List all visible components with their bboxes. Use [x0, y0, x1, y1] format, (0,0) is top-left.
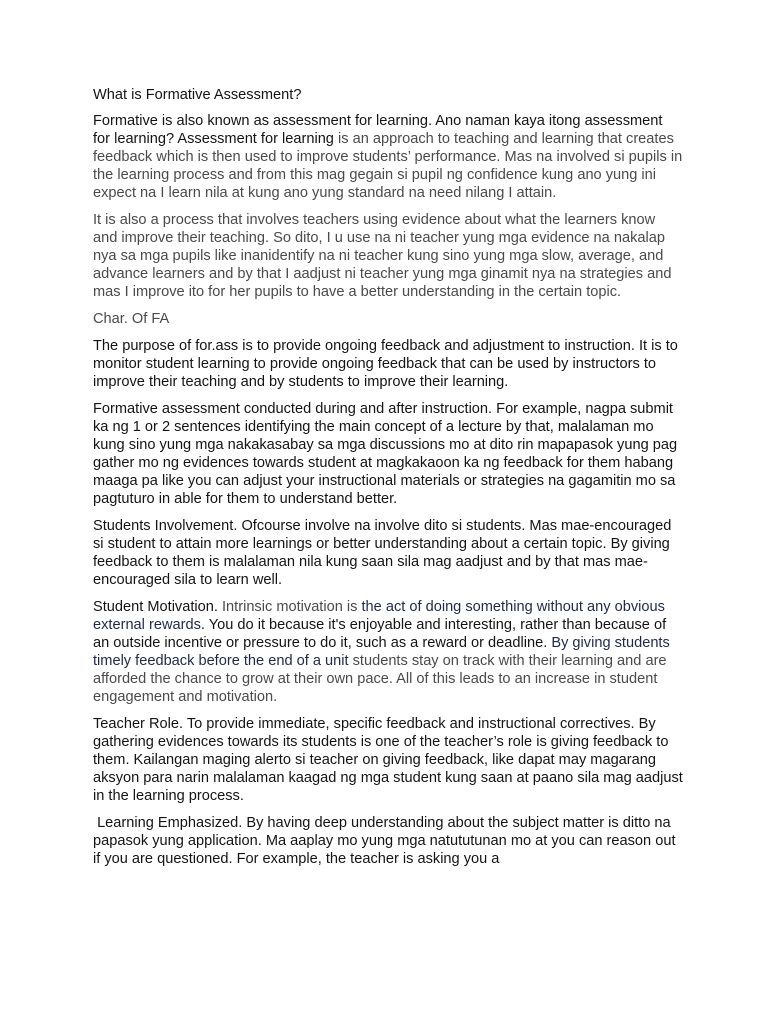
section-heading-characteristics: Char. Of FA — [93, 311, 170, 327]
paragraph-purpose: The purpose of for.ass is to provide ongoing feedback and adjustment to instruction. It is to monitor student learning to provide ongoing feedback that can be used by instructors to improve their teaching and by students to improve their learning. — [93, 338, 678, 390]
motivation-text-4: By giving students timely feedback before the end of a unit — [93, 635, 670, 669]
paragraph-teacher-role: Teacher Role. To provide immediate, specific feedback and instructional correctives. By gathering evidences towards its students is one of the teacher’s role is giving feedback to them. Kailangan maging alerto si teacher on giving feedback, like dapat may magarang aksyon para narin malalaman kaagad ng mga student kung saan at paano sila mag aadjust in the learning process. — [93, 716, 683, 804]
definition-rest: is an approach to teaching and learning that creates feedback which is then used to improve students’ performance. Mas na involved si pupils in the learning process and from this mag gegain si pupil ng confidence kung ano yung ini expect na I learn nila at kung ano yung standard na need nilang I attain. — [93, 131, 683, 201]
document-title: What is Formative Assessment? — [93, 87, 302, 103]
motivation-label: Student Motivation. — [93, 599, 218, 615]
paragraph-student-motivation — [93, 598, 683, 706]
motivation-text-3: . You do it because it's enjoyable and interesting, rather than because of an outside incentive or pressure to do it, such as a reward or deadline. — [93, 617, 667, 651]
motivation-text-5: students stay on track with their learning and are afforded the chance to grow at their own pace. All of this leads to an increase in student engagement and motivation. — [93, 653, 667, 705]
paragraph-students-involvement: Students Involvement. Ofcourse involve na involve dito si students. Mas mae-encouraged si student to attain more learnings or better understanding about a certain topic. By giving feedback to them is malalaman nila kung saan sila mag aadjust and by that mas mae-encouraged sila to learn well. — [93, 518, 672, 588]
document-page — [93, 86, 683, 877]
paragraph-conducted: Formative assessment conducted during and after instruction. For example, nagpa submit ka ng 1 or 2 sentences identifying the main concept of a lecture by that, malalaman mo kung sino yung mga nakakasabay sa mga discussions mo at dito rin mapapasok yung pag gather mo ng evidences towards student at magkakaoon ka ng feedback for them habang maaga pa like you can adjust your instructional materials or strategies na gagamitin mo sa pagtuturo in able for them to understand better. — [93, 401, 678, 507]
paragraph-definition — [93, 112, 683, 202]
motivation-text-1: Intrinsic motivation is — [217, 599, 362, 615]
paragraph-process: It is also a process that involves teachers using evidence about what the learners know and improve their teaching. So dito, I u use na ni teacher yung mga evidence na nakalap nya sa mga pupils like inanidentify na ni teacher kung sino yung mga slow, average, and advance learners and by that I aadjust ni teacher yung mga ginamit nya na strategies and mas I improve ito for her pupils to have a better understanding in the certain topic. — [93, 212, 672, 300]
paragraph-learning-emphasized: Learning Emphasized. By having deep understanding about the subject matter is ditto na papasok yung application. Ma aaplay mo yung mga natututunan mo at you can reason out if you are questioned. For example, the teacher is asking you a — [93, 815, 680, 867]
definition-lead: Formative is also known as assessment for learning. Ano naman kaya itong assessment for learning? Assessment for learning — [93, 113, 663, 147]
motivation-text-2: the act of doing something without any obvious external rewards — [93, 599, 665, 633]
